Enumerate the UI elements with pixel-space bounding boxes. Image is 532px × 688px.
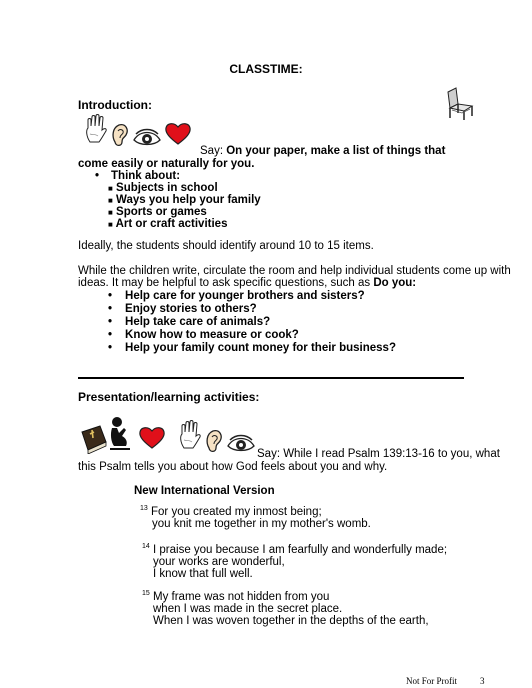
do-you-label: Do you:	[373, 277, 417, 289]
bible-icon	[80, 422, 108, 454]
eye-icon	[226, 434, 256, 454]
page-number: 3	[480, 676, 485, 686]
list-item: • Know how to measure or cook?	[108, 329, 299, 341]
verse-line: your works are wonderful,	[153, 555, 285, 568]
question-text: Know how to measure or cook?	[125, 329, 299, 341]
presentation-say-line2: this Psalm tells you about how God feels about you and why.	[78, 461, 388, 473]
verse-number: 15	[142, 590, 150, 597]
list-item: • Help take care of animals?	[108, 316, 271, 328]
version-label: New International Version	[134, 485, 275, 497]
praying-person-icon	[108, 416, 134, 452]
question-text: Help your family count money for their business?	[125, 342, 396, 354]
list-item-text: Subjects in school	[116, 182, 218, 194]
presentation-say-line1: Say: While I read Psalm 139:13-16 to you, what	[257, 448, 500, 460]
say-instruction-cont: come easily or naturally for you.	[78, 158, 255, 170]
verse-15	[142, 590, 429, 627]
verse-number: 13	[140, 505, 148, 512]
think-about-label: Think about:	[111, 170, 181, 182]
verse-line: I praise you because I am fearfully and wonderfully made;	[153, 543, 448, 556]
intro-say-line	[200, 145, 445, 157]
questions-list	[108, 290, 396, 355]
think-about-list	[108, 182, 261, 230]
list-item: ■ Art or craft activities	[108, 218, 228, 230]
list-item: • Help your family count money for their business?	[108, 342, 396, 354]
list-item: • Enjoy stories to others?	[108, 303, 257, 315]
while-text-line1: While the children write, circulate the room and help individual students come up with	[78, 265, 511, 277]
hand-icon	[84, 114, 108, 144]
verse-line: For you created my inmost being;	[151, 505, 322, 518]
list-item-text: Ways you help your family	[116, 194, 261, 206]
presentation-heading: Presentation/learning activities:	[78, 390, 260, 404]
list-item-text: Art or craft activities	[115, 218, 228, 230]
page-title: CLASSTIME:	[229, 62, 303, 76]
hand-icon	[178, 420, 202, 450]
ideally-text: Ideally, the students should identify around 10 to 15 items.	[78, 240, 374, 252]
question-text: Enjoy stories to others?	[125, 303, 257, 315]
ear-icon	[204, 428, 224, 454]
chair-icon	[444, 86, 476, 122]
verse-line: My frame was not hidden from you	[153, 590, 330, 603]
verse-number: 14	[142, 543, 150, 550]
verse-13	[140, 505, 371, 530]
verse-line: I know that full well.	[153, 567, 253, 580]
verse-line: when I was made in the secret place.	[153, 602, 343, 615]
list-item: ■ Ways you help your family	[108, 194, 261, 206]
bullet-dot: •	[95, 170, 100, 182]
say-prefix: Say:	[200, 145, 227, 157]
verse-line: When I was woven together in the depths of the earth,	[153, 614, 429, 627]
section-divider	[78, 377, 464, 379]
while-text-line2	[78, 277, 416, 289]
verse-14	[142, 543, 447, 580]
eye-icon	[132, 128, 162, 148]
question-text: Help care for younger brothers and sisters?	[125, 290, 365, 302]
verse-line: you knit me together in my mother's womb.	[152, 517, 371, 530]
list-item: ■ Sports or games	[108, 206, 207, 218]
question-text: Help take care of animals?	[125, 316, 271, 328]
list-item: • Help care for younger brothers and sisters?	[108, 290, 365, 302]
list-item: ■ Subjects in school	[108, 182, 218, 194]
while-text-prefix: ideas. It may be helpful to ask specific questions, such as	[78, 277, 374, 289]
say-instruction: On your paper, make a list of things that	[226, 145, 446, 157]
ear-icon	[110, 122, 130, 148]
heart-icon	[164, 122, 192, 146]
footer-text: Not For Profit	[406, 676, 458, 686]
introduction-heading: Introduction:	[78, 98, 152, 112]
think-about	[95, 170, 180, 182]
heart-icon	[138, 426, 166, 450]
list-item-text: Sports or games	[116, 206, 207, 218]
